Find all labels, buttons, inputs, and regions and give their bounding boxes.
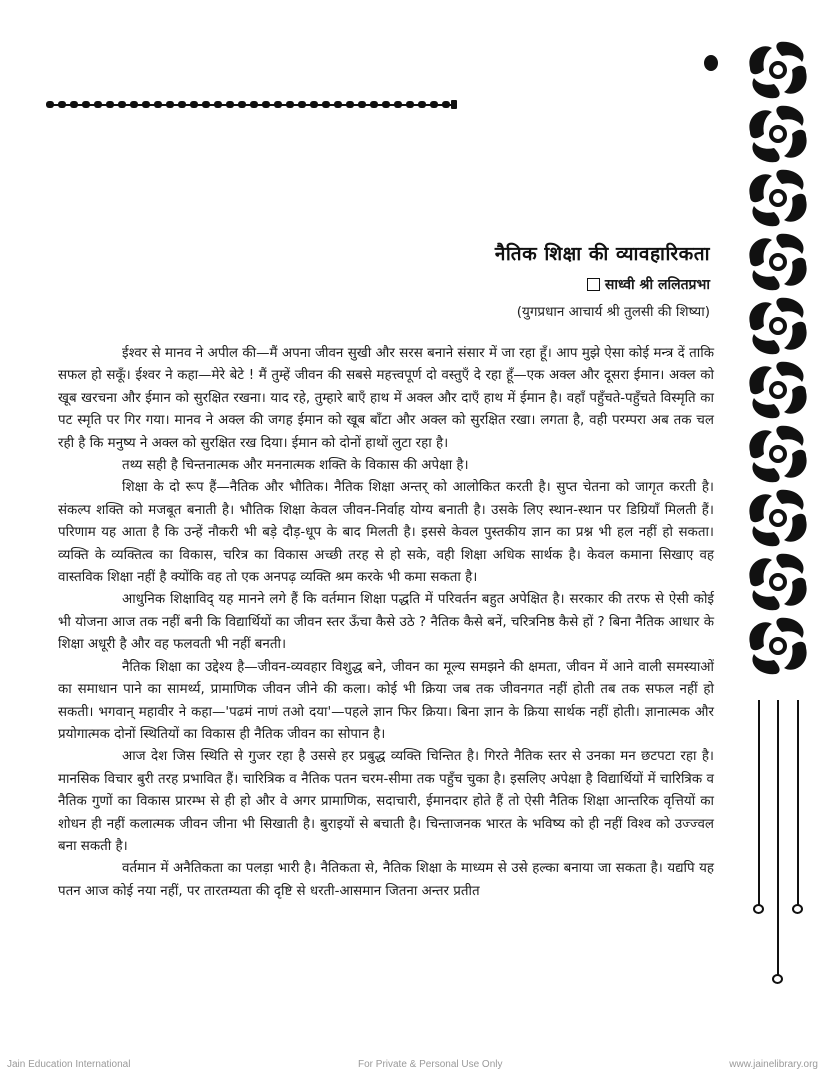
paragraph: तथ्य सही है चिन्तनात्मक और मननात्मक शक्ति के विकास की अपेक्षा है। xyxy=(122,458,469,474)
paragraph: आधुनिक शिक्षाविद् यह मानने लगे हैं कि वर्तमान शिक्षा पद्धति में परिवर्तन बहुत अपेक्षित है। सरकार की तरफ से ऐसी कोई भी योजना आज तक नहीं बनी कि विद्यार्थियों का जीवन स्तर ऊँचा कैसे उठे ? नैतिक कैसे बनें, चरित्रनिष्ठ कैसे हों ? बिना नैतिक आधार के शिक्षा अधूरी है और वह फलवती भी नहीं बनती। xyxy=(58,592,714,653)
ornament-dot-icon xyxy=(704,55,718,71)
paragraph: नैतिक शिक्षा का उद्देश्य है—जीवन-व्यवहार विशुद्ध बने, जीवन का मूल्य समझने की क्षमता, जीवन में आने वाली समस्याओं का समाधान पाने का सामर्थ्य, प्रामाणिक जीवन जीने की कला। कोई भी क्रिया जब तक जीवनगत नहीं होती तब तक सफल नहीं हो सकती। भगवान् महावीर ने कहा—'पढमं नाणं तओ दया'—पहले ज्ञान फिर क्रिया। बिना ज्ञान के क्रिया सार्थक नहीं होती। ज्ञानात्मक और प्रयोगात्मक दोनों स्थितियों का विकास ही नैतिक जीवन का सोपान है। xyxy=(58,659,714,742)
stem-ring-icon xyxy=(753,904,764,914)
footer-usage-note: For Private & Personal Use Only xyxy=(358,1059,503,1070)
page-footer xyxy=(0,1059,828,1075)
author-line xyxy=(587,275,710,294)
stem-ring-icon xyxy=(792,904,803,914)
stem-center-icon xyxy=(777,700,779,975)
article-body xyxy=(58,343,714,903)
paragraph: ईश्वर से मानव ने अपील की—मैं अपना जीवन सुखी और सरस बनाने संसार में जा रहा हूँ। आप मुझे ऐसा कोई मन्त्र दें ताकि सफल हो सकूँ। ईश्वर ने कहा—मेरे बेटे ! मैं तुम्हें जीवन की सबसे महत्त्वपूर्ण दो वस्तुएँ दे रहा हूँ—एक अक्ल और दूसरा ईमान। अक्ल को खूब खरचना और ईमान को सुरक्षित रखना। याद रहे, तुम्हारे बाएँ हाथ में अक्ल और दाएँ हाथ में ईमान है। वहाँ पहुँचते-पहुँचते विस्मृति का पट स्मृति पर गिर गया। मानव ने अक्ल की जगह ईमान को खूब बाँटा और अक्ल को सुरक्षित रखा। लगता है, वही परम्परा अब तक चल रही है कि मनुष्य ने अक्ल को सुरक्षित रख दिया। ईमान को दोनों हाथों लुटा रहा है। xyxy=(58,346,714,451)
article-title: नैतिक शिक्षा की व्यावहारिकता xyxy=(494,243,710,265)
stem-right-icon xyxy=(797,700,799,905)
stem-ring-icon xyxy=(772,974,783,984)
footer-publisher: Jain Education International xyxy=(7,1059,131,1070)
ornament-stems xyxy=(738,680,816,1010)
paragraph: आज देश जिस स्थिति से गुजर रहा है उससे हर प्रबुद्ध व्यक्ति चिन्तित है। गिरते नैतिक स्तर से उनका मन छटपटा रहा है। मानसिक विचार बुरी तरह प्रभावित हैं। चारित्रिक व नैतिक पतन चरम-सीमा तक पहुँच चुका है। इसलिए अपेक्षा है विद्यार्थियों में चारित्रिक व नैतिक गुणों का विकास प्रारम्भ से ही हो और वे अगर प्रामाणिक, सदाचारी, ईमानदार होते हैं तो ऐसी नैतिक शिक्षा आन्तरिक वृत्तियों का शोधन ही नहीं कलात्मक जीवन जीना भी सिखाती है। बुराइयों से बचाती है। चिन्ताजनक भारत के भविष्य को ही नहीं विश्व को उज्ज्वल बना सकती है। xyxy=(58,749,714,854)
paisley-border-icon xyxy=(736,38,820,688)
checkbox-square-icon xyxy=(587,278,600,291)
dotted-chain-rule-icon xyxy=(46,98,458,112)
stem-left-icon xyxy=(758,700,760,905)
author-subtitle: (युगप्रधान आचार्य श्री तुलसी की शिष्या) xyxy=(516,304,710,320)
author-name: साध्वी श्री ललितप्रभा xyxy=(604,277,710,293)
footer-website-link[interactable]: www.jainelibrary.org xyxy=(729,1059,818,1070)
paragraph: वर्तमान में अनैतिकता का पलड़ा भारी है। नैतिकता से, नैतिक शिक्षा के माध्यम से उसे हल्का बनाया जा सकता है। यद्यपि यह पतन आज कोई नया नहीं, पर तारतम्यता की दृष्टि से धरती-आसमान जितना अन्तर प्रतीत xyxy=(58,861,714,899)
paragraph: शिक्षा के दो रूप हैं—नैतिक और भौतिक। नैतिक शिक्षा अन्तर् को आलोकित करती है। सुप्त चेतना को जागृत करती है। संकल्प शक्ति को मजबूत बनाती है। भौतिक शिक्षा केवल जीवन-निर्वाह योग्य बनाती है। उसके लिए स्थान-स्थान पर डिग्रियाँ मिलती हैं। परिणाम यह आता है कि उन्हें नौकरी भी बड़े दौड़-धूप के बाद मिलती है। इससे केवल पुस्तकीय ज्ञान का प्रश्न भी हल नहीं हो सकता। व्यक्ति के व्यक्तित्व का विकास, चरित्र का विकास अच्छी तरह से हो सके, वही शिक्षा अधिक सार्थक है। केवल कमाना सिखाए वह वास्तविक शिक्षा नहीं है क्योंकि वह तो एक अनपढ़ व्यक्ति श्रम करके भी कमा सकता है। xyxy=(58,480,714,586)
